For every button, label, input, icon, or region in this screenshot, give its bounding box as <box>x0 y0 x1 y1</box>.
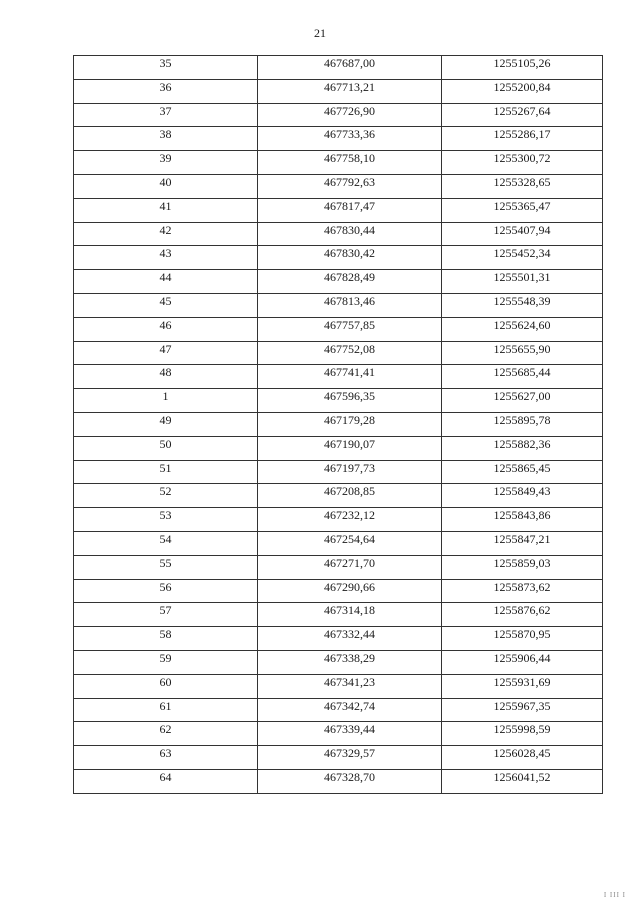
point-number-cell: 43 <box>74 246 258 270</box>
table-row <box>74 151 603 175</box>
y-coordinate-cell: 1255501,31 <box>442 270 603 294</box>
point-number-cell: 54 <box>74 531 258 555</box>
x-coordinate-cell: 467758,10 <box>258 151 442 175</box>
table-row <box>74 341 603 365</box>
point-number-cell: 37 <box>74 103 258 127</box>
y-coordinate-cell: 1255328,65 <box>442 174 603 198</box>
point-number-cell: 36 <box>74 79 258 103</box>
point-number-cell: 42 <box>74 222 258 246</box>
y-coordinate-cell: 1255906,44 <box>442 650 603 674</box>
y-coordinate-cell: 1255870,95 <box>442 627 603 651</box>
page-number: 21 <box>314 26 326 40</box>
coordinates-table-body <box>74 56 603 794</box>
x-coordinate-cell: 467792,63 <box>258 174 442 198</box>
x-coordinate-cell: 467757,85 <box>258 317 442 341</box>
table-row <box>74 460 603 484</box>
x-coordinate-cell: 467197,73 <box>258 460 442 484</box>
y-coordinate-cell: 1255365,47 <box>442 198 603 222</box>
table-row <box>74 103 603 127</box>
point-number-cell: 55 <box>74 555 258 579</box>
point-number-cell: 64 <box>74 769 258 793</box>
y-coordinate-cell: 1255452,34 <box>442 246 603 270</box>
point-number-cell: 41 <box>74 198 258 222</box>
x-coordinate-cell: 467232,12 <box>258 508 442 532</box>
table-row <box>74 79 603 103</box>
point-number-cell: 49 <box>74 412 258 436</box>
table-row <box>74 674 603 698</box>
x-coordinate-cell: 467813,46 <box>258 293 442 317</box>
x-coordinate-cell: 467687,00 <box>258 56 442 80</box>
y-coordinate-cell: 1256041,52 <box>442 769 603 793</box>
point-number-cell: 53 <box>74 508 258 532</box>
table-row <box>74 198 603 222</box>
point-number-cell: 61 <box>74 698 258 722</box>
table-row <box>74 246 603 270</box>
y-coordinate-cell: 1255627,00 <box>442 389 603 413</box>
x-coordinate-cell: 467830,42 <box>258 246 442 270</box>
point-number-cell: 50 <box>74 436 258 460</box>
table-row <box>74 698 603 722</box>
point-number-cell: 44 <box>74 270 258 294</box>
x-coordinate-cell: 467741,41 <box>258 365 442 389</box>
table-row <box>74 603 603 627</box>
y-coordinate-cell: 1255548,39 <box>442 293 603 317</box>
table-row <box>74 317 603 341</box>
x-coordinate-cell: 467752,08 <box>258 341 442 365</box>
y-coordinate-cell: 1255873,62 <box>442 579 603 603</box>
x-coordinate-cell: 467733,36 <box>258 127 442 151</box>
table-row <box>74 579 603 603</box>
table-row <box>74 365 603 389</box>
y-coordinate-cell: 1255895,78 <box>442 412 603 436</box>
x-coordinate-cell: 467338,29 <box>258 650 442 674</box>
x-coordinate-cell: 467339,44 <box>258 722 442 746</box>
y-coordinate-cell: 1255843,86 <box>442 508 603 532</box>
x-coordinate-cell: 467314,18 <box>258 603 442 627</box>
table-row <box>74 746 603 770</box>
y-coordinate-cell: 1255685,44 <box>442 365 603 389</box>
point-number-cell: 46 <box>74 317 258 341</box>
x-coordinate-cell: 467830,44 <box>258 222 442 246</box>
y-coordinate-cell: 1255105,26 <box>442 56 603 80</box>
y-coordinate-cell: 1255967,35 <box>442 698 603 722</box>
table-row <box>74 555 603 579</box>
table-row <box>74 127 603 151</box>
table-row <box>74 270 603 294</box>
x-coordinate-cell: 467713,21 <box>258 79 442 103</box>
x-coordinate-cell: 467179,28 <box>258 412 442 436</box>
y-coordinate-cell: 1255300,72 <box>442 151 603 175</box>
table-row <box>74 722 603 746</box>
x-coordinate-cell: 467190,07 <box>258 436 442 460</box>
point-number-cell: 62 <box>74 722 258 746</box>
table-row <box>74 769 603 793</box>
y-coordinate-cell: 1255876,62 <box>442 603 603 627</box>
point-number-cell: 45 <box>74 293 258 317</box>
y-coordinate-cell: 1255200,84 <box>442 79 603 103</box>
point-number-cell: 40 <box>74 174 258 198</box>
point-number-cell: 63 <box>74 746 258 770</box>
x-coordinate-cell: 467817,47 <box>258 198 442 222</box>
point-number-cell: 1 <box>74 389 258 413</box>
x-coordinate-cell: 467726,90 <box>258 103 442 127</box>
table-row <box>74 484 603 508</box>
point-number-cell: 48 <box>74 365 258 389</box>
y-coordinate-cell: 1256028,45 <box>442 746 603 770</box>
point-number-cell: 38 <box>74 127 258 151</box>
x-coordinate-cell: 467342,74 <box>258 698 442 722</box>
table-row <box>74 412 603 436</box>
table-row <box>74 222 603 246</box>
y-coordinate-cell: 1255849,43 <box>442 484 603 508</box>
y-coordinate-cell: 1255267,64 <box>442 103 603 127</box>
y-coordinate-cell: 1255847,21 <box>442 531 603 555</box>
x-coordinate-cell: 467332,44 <box>258 627 442 651</box>
y-coordinate-cell: 1255998,59 <box>442 722 603 746</box>
table-row <box>74 293 603 317</box>
point-number-cell: 58 <box>74 627 258 651</box>
y-coordinate-cell: 1255624,60 <box>442 317 603 341</box>
x-coordinate-cell: 467341,23 <box>258 674 442 698</box>
y-coordinate-cell: 1255882,36 <box>442 436 603 460</box>
point-number-cell: 47 <box>74 341 258 365</box>
table-row <box>74 627 603 651</box>
point-number-cell: 39 <box>74 151 258 175</box>
table-row <box>74 508 603 532</box>
footer-scan-mark: I III I <box>603 891 626 899</box>
x-coordinate-cell: 467596,35 <box>258 389 442 413</box>
point-number-cell: 51 <box>74 460 258 484</box>
table-row <box>74 650 603 674</box>
y-coordinate-cell: 1255407,94 <box>442 222 603 246</box>
y-coordinate-cell: 1255655,90 <box>442 341 603 365</box>
point-number-cell: 56 <box>74 579 258 603</box>
point-number-cell: 52 <box>74 484 258 508</box>
table-row <box>74 174 603 198</box>
x-coordinate-cell: 467254,64 <box>258 531 442 555</box>
x-coordinate-cell: 467208,85 <box>258 484 442 508</box>
y-coordinate-cell: 1255931,69 <box>442 674 603 698</box>
table-row <box>74 436 603 460</box>
point-number-cell: 59 <box>74 650 258 674</box>
x-coordinate-cell: 467329,57 <box>258 746 442 770</box>
x-coordinate-cell: 467328,70 <box>258 769 442 793</box>
table-row <box>74 389 603 413</box>
x-coordinate-cell: 467828,49 <box>258 270 442 294</box>
point-number-cell: 60 <box>74 674 258 698</box>
point-number-cell: 35 <box>74 56 258 80</box>
table-row <box>74 56 603 80</box>
point-number-cell: 57 <box>74 603 258 627</box>
x-coordinate-cell: 467290,66 <box>258 579 442 603</box>
table-row <box>74 531 603 555</box>
y-coordinate-cell: 1255865,45 <box>442 460 603 484</box>
coordinates-table <box>73 55 603 794</box>
x-coordinate-cell: 467271,70 <box>258 555 442 579</box>
y-coordinate-cell: 1255286,17 <box>442 127 603 151</box>
y-coordinate-cell: 1255859,03 <box>442 555 603 579</box>
